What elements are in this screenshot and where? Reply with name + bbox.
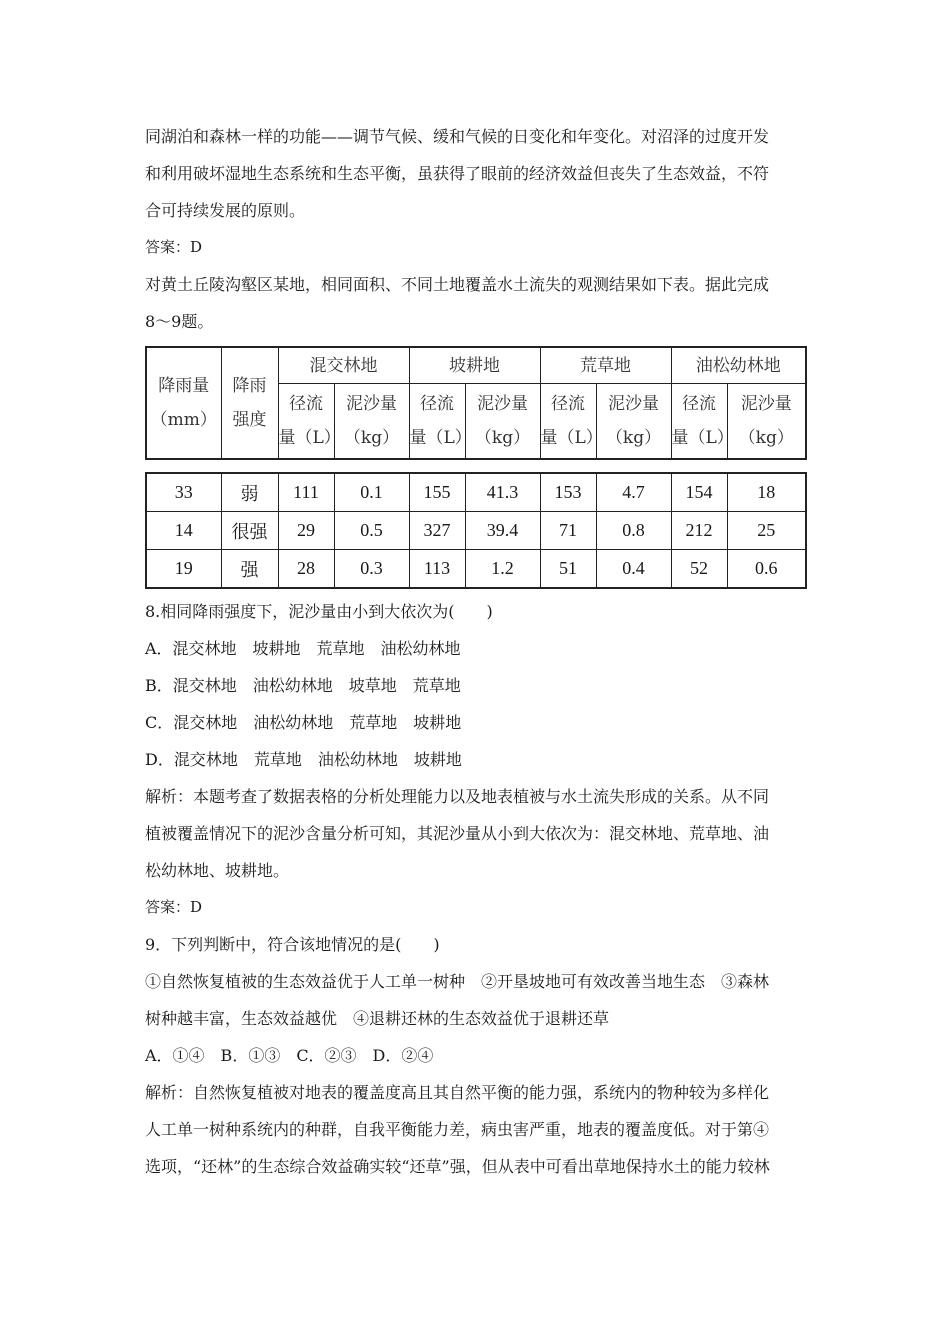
document-page xyxy=(145,118,810,1185)
table-cell: 155 xyxy=(409,473,465,512)
runoff-unit: 量（L） xyxy=(540,428,603,448)
header-runoff xyxy=(409,384,472,460)
header-intensity xyxy=(221,347,278,459)
header-group-slope-farmland: 坡耕地 xyxy=(409,347,540,384)
text-line: 同湖泊和森林一样的功能——调节气候、缓和气候的日变化和年变化。对沼泽的过度开发 xyxy=(145,127,770,146)
sediment-unit: （kg） xyxy=(738,428,794,448)
text-line: 8～9题。 xyxy=(145,312,214,331)
table-row xyxy=(146,473,806,512)
table-cell: 很强 xyxy=(221,512,278,550)
header-rainfall-unit: （mm） xyxy=(150,410,217,430)
question-9 xyxy=(145,926,810,1185)
header-group-grassland: 荒草地 xyxy=(540,347,671,384)
header-sediment xyxy=(727,384,806,460)
table-cell: 154 xyxy=(671,473,727,512)
sediment-unit: （kg） xyxy=(474,428,531,448)
analysis-line: 解析：本题考查了数据表格的分析处理能力以及地表植被与水土流失形成的关系。从不同 xyxy=(145,787,770,806)
header-intensity-line1: 降雨 xyxy=(232,376,267,396)
table-cell: 0.3 xyxy=(334,550,409,589)
header-sediment xyxy=(334,384,409,460)
table-cell: 111 xyxy=(278,473,334,512)
text-line: 对黄土丘陵沟壑区某地，相同面积、不同土地覆盖水土流失的观测结果如下表。据此完成 xyxy=(145,275,770,294)
sediment-unit: （kg） xyxy=(605,428,662,448)
runoff-label: 径流 xyxy=(289,394,323,414)
table-cell: 212 xyxy=(671,512,727,550)
table-cell: 0.6 xyxy=(727,550,806,589)
table-cell: 1.2 xyxy=(465,550,540,589)
sediment-label: 泥沙量 xyxy=(477,394,528,414)
option-b: B．混交林地 油松幼林地 坡草地 荒草地 xyxy=(145,676,461,695)
header-runoff xyxy=(671,384,734,460)
header-intensity-line2: 强度 xyxy=(232,410,267,430)
header-group-pine-forest: 油松幼林地 xyxy=(671,347,806,384)
runoff-unit: 量（L） xyxy=(409,428,472,448)
analysis-line: 解析：自然恢复植被对地表的覆盖度高且其自然平衡的能力强，系统内的物种较为多样化 xyxy=(145,1083,770,1102)
table-cell: 18 xyxy=(727,473,806,512)
option-d: D．混交林地 荒草地 油松幼林地 坡耕地 xyxy=(145,750,462,769)
answer-7: 答案：D xyxy=(145,238,203,256)
table-cell: 0.5 xyxy=(334,512,409,550)
table-cell: 19 xyxy=(146,550,221,589)
table-cell: 0.1 xyxy=(334,473,409,512)
question-stem: 9．下列判断中，符合该地情况的是( ) xyxy=(145,935,440,954)
header-runoff xyxy=(540,384,603,460)
table-cell: 71 xyxy=(540,512,596,550)
option-c: C．混交林地 油松幼林地 荒草地 坡耕地 xyxy=(145,713,462,732)
analysis-line: 松幼林地、坡耕地。 xyxy=(145,861,290,880)
table-cell: 28 xyxy=(278,550,334,589)
table-cell: 33 xyxy=(146,473,221,512)
table-cell: 113 xyxy=(409,550,465,589)
runoff-label: 径流 xyxy=(551,394,585,414)
table-header xyxy=(145,346,807,460)
header-group-mixed-forest: 混交林地 xyxy=(278,347,409,384)
header-sediment xyxy=(596,384,671,460)
sediment-label: 泥沙量 xyxy=(740,394,792,414)
sediment-unit: （kg） xyxy=(343,428,400,448)
table-cell: 153 xyxy=(540,473,596,512)
table-cell: 51 xyxy=(540,550,596,589)
table-cell: 4.7 xyxy=(596,473,671,512)
table-row xyxy=(146,512,806,550)
header-sediment xyxy=(465,384,540,460)
text-line: 和利用破坏湿地生态系统和生态平衡，虽获得了眼前的经济效益但丧失了生态效益，不符 xyxy=(145,164,770,183)
question-stem: 8.相同降雨强度下，泥沙量由小到大依次为( ) xyxy=(145,602,493,621)
table-cell: 29 xyxy=(278,512,334,550)
runoff-unit: 量（L） xyxy=(278,428,341,448)
lead-paragraph xyxy=(145,266,810,340)
table-cell: 39.4 xyxy=(465,512,540,550)
table-cell: 327 xyxy=(409,512,465,550)
runoff-unit: 量（L） xyxy=(671,428,734,448)
table-cell: 52 xyxy=(671,550,727,589)
runoff-label: 径流 xyxy=(420,394,454,414)
analysis-line: 选项，“还林”的生态综合效益确实较“还草”强，但从表中可看出草地保持水土的能力较林 xyxy=(145,1157,770,1176)
intro-paragraph xyxy=(145,118,810,229)
analysis-line: 植被覆盖情况下的泥沙含量分析可知，其泥沙量从小到大依次为：混交林地、荒草地、油 xyxy=(145,824,770,843)
table-cell: 14 xyxy=(146,512,221,550)
statement-line: ①自然恢复植被的生态效益优于人工单一树种 ②开垦坡地可有效改善当地生态 ③森林 xyxy=(145,972,770,991)
sediment-label: 泥沙量 xyxy=(346,394,397,414)
question-8 xyxy=(145,593,810,926)
table-row xyxy=(146,550,806,589)
sediment-label: 泥沙量 xyxy=(608,394,659,414)
statement-line: 树种越丰富，生态效益越优 ④退耕还林的生态效益优于退耕还草 xyxy=(145,1009,610,1028)
header-runoff xyxy=(278,384,341,460)
table-cell: 强 xyxy=(221,550,278,589)
table-cell: 0.4 xyxy=(596,550,671,589)
runoff-label: 径流 xyxy=(682,394,716,414)
header-rainfall-label: 降雨量 xyxy=(158,376,210,396)
options-line: A．①④ B．①③ C．②③ D．②④ xyxy=(145,1046,434,1065)
table-cell: 25 xyxy=(727,512,806,550)
table-cell: 0.8 xyxy=(596,512,671,550)
table-cell: 41.3 xyxy=(465,473,540,512)
table-cell: 弱 xyxy=(221,473,278,512)
analysis-line: 人工单一树种系统内的种群，自我平衡能力差，病虫害严重，地表的覆盖度低。对于第④ xyxy=(145,1120,770,1139)
option-a: A．混交林地 坡耕地 荒草地 油松幼林地 xyxy=(145,639,461,658)
header-rainfall xyxy=(146,347,221,459)
text-line: 合可持续发展的原则。 xyxy=(145,201,306,220)
answer-8: 答案：D xyxy=(145,898,203,916)
table-body xyxy=(145,472,807,589)
